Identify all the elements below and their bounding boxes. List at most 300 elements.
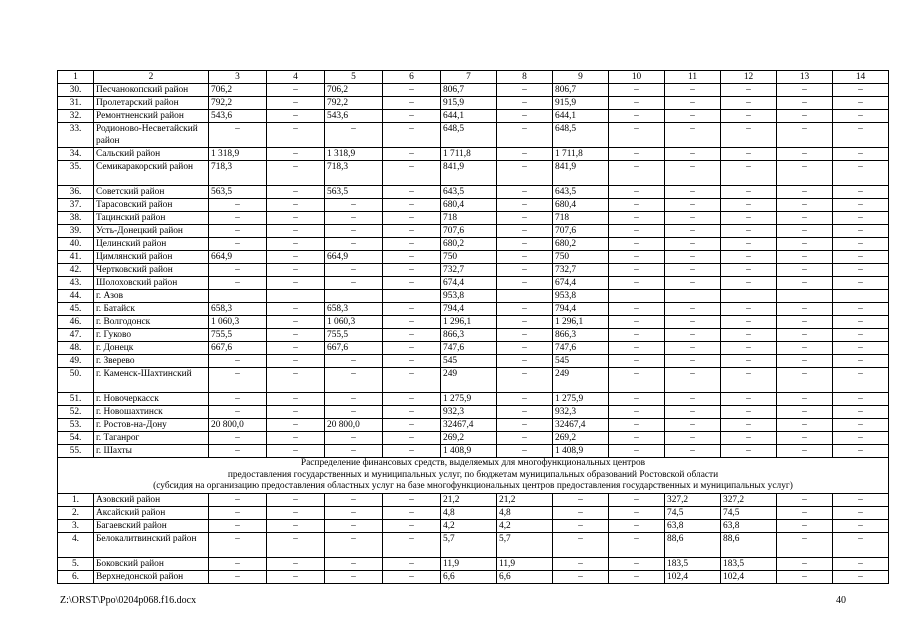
value-cell: 643,5 bbox=[553, 186, 609, 199]
value-cell: – bbox=[777, 251, 833, 264]
value-cell: 932,3 bbox=[441, 406, 497, 419]
row-number: 6. bbox=[58, 570, 94, 583]
value-cell: – bbox=[383, 532, 441, 557]
district-name: г. Зверево bbox=[94, 355, 209, 368]
footer-file-path: Z:\ORST\Ppo\0204p068.f16.docx bbox=[60, 595, 197, 606]
value-cell: – bbox=[209, 238, 267, 251]
value-cell: – bbox=[665, 445, 721, 458]
value-cell: 1 318,9 bbox=[325, 148, 383, 161]
value-cell: 543,6 bbox=[325, 110, 383, 123]
value-cell: – bbox=[383, 225, 441, 238]
value-cell: 1 275,9 bbox=[441, 393, 497, 406]
value-cell: 747,6 bbox=[441, 342, 497, 355]
value-cell: 718,3 bbox=[325, 161, 383, 186]
value-cell: – bbox=[777, 570, 833, 583]
value-cell: – bbox=[777, 264, 833, 277]
value-cell: 102,4 bbox=[665, 570, 721, 583]
value-cell: – bbox=[497, 238, 553, 251]
value-cell: – bbox=[383, 393, 441, 406]
district-name: г. Гуково bbox=[94, 329, 209, 342]
value-cell: 718 bbox=[441, 212, 497, 225]
value-cell: – bbox=[833, 570, 889, 583]
value-cell: 1 296,1 bbox=[441, 316, 497, 329]
value-cell: – bbox=[721, 368, 777, 393]
value-cell: – bbox=[777, 199, 833, 212]
value-cell: – bbox=[721, 355, 777, 368]
value-cell: – bbox=[325, 506, 383, 519]
row-number: 36. bbox=[58, 186, 94, 199]
value-cell: – bbox=[777, 110, 833, 123]
data-table bbox=[57, 70, 889, 584]
value-cell: 755,5 bbox=[325, 329, 383, 342]
value-cell: – bbox=[665, 161, 721, 186]
value-cell: – bbox=[833, 493, 889, 506]
table-row bbox=[58, 342, 889, 355]
value-cell: 249 bbox=[441, 368, 497, 393]
value-cell: – bbox=[497, 277, 553, 290]
value-cell: 88,6 bbox=[665, 532, 721, 557]
district-name: Верхнедонской район bbox=[94, 570, 209, 583]
value-cell: – bbox=[325, 123, 383, 148]
district-name: г. Новошахтинск bbox=[94, 406, 209, 419]
row-number: 33. bbox=[58, 123, 94, 148]
value-cell: – bbox=[383, 316, 441, 329]
value-cell: – bbox=[609, 199, 665, 212]
row-number: 1. bbox=[58, 493, 94, 506]
column-number-header: 13 bbox=[777, 71, 833, 84]
value-cell: – bbox=[267, 557, 325, 570]
table-row bbox=[58, 393, 889, 406]
value-cell bbox=[777, 290, 833, 303]
value-cell: – bbox=[325, 238, 383, 251]
value-cell: – bbox=[609, 84, 665, 97]
value-cell: – bbox=[721, 264, 777, 277]
value-cell: 680,2 bbox=[441, 238, 497, 251]
value-cell: – bbox=[609, 110, 665, 123]
value-cell: 866,3 bbox=[441, 329, 497, 342]
value-cell: – bbox=[665, 277, 721, 290]
value-cell: – bbox=[383, 570, 441, 583]
value-cell: – bbox=[383, 355, 441, 368]
row-number: 51. bbox=[58, 393, 94, 406]
value-cell: – bbox=[497, 84, 553, 97]
district-name: Сальский район bbox=[94, 148, 209, 161]
value-cell: 545 bbox=[441, 355, 497, 368]
value-cell: – bbox=[383, 110, 441, 123]
value-cell: – bbox=[609, 161, 665, 186]
value-cell: – bbox=[209, 406, 267, 419]
value-cell: – bbox=[665, 110, 721, 123]
district-name: г. Каменск-Шахтинский bbox=[94, 368, 209, 393]
value-cell: – bbox=[777, 84, 833, 97]
value-cell: – bbox=[665, 238, 721, 251]
value-cell: – bbox=[777, 493, 833, 506]
value-cell: – bbox=[609, 212, 665, 225]
value-cell: – bbox=[267, 277, 325, 290]
table-row bbox=[58, 199, 889, 212]
value-cell: – bbox=[721, 277, 777, 290]
value-cell: – bbox=[833, 393, 889, 406]
value-cell: 183,5 bbox=[665, 557, 721, 570]
value-cell: 667,6 bbox=[325, 342, 383, 355]
table-row bbox=[58, 148, 889, 161]
value-cell: – bbox=[267, 264, 325, 277]
value-cell: – bbox=[777, 342, 833, 355]
value-cell: – bbox=[267, 110, 325, 123]
value-cell: – bbox=[665, 225, 721, 238]
value-cell: – bbox=[721, 316, 777, 329]
value-cell: – bbox=[833, 432, 889, 445]
value-cell: 953,8 bbox=[441, 290, 497, 303]
value-cell: – bbox=[833, 532, 889, 557]
value-cell: 1 711,8 bbox=[553, 148, 609, 161]
value-cell: 21,2 bbox=[497, 493, 553, 506]
value-cell: 718,3 bbox=[209, 161, 267, 186]
value-cell: 658,3 bbox=[209, 303, 267, 316]
value-cell: – bbox=[665, 84, 721, 97]
value-cell: – bbox=[209, 506, 267, 519]
value-cell: – bbox=[383, 519, 441, 532]
value-cell: – bbox=[833, 251, 889, 264]
section-heading-line: (субсидия на организацию предоставления областных услуг на базе многофункциональных центров предоставления государственных и муниципальных услуг) bbox=[153, 481, 793, 491]
value-cell bbox=[209, 290, 267, 303]
table-row bbox=[58, 493, 889, 506]
table-row bbox=[58, 532, 889, 557]
district-name: г. Таганрог bbox=[94, 432, 209, 445]
value-cell: 792,2 bbox=[325, 97, 383, 110]
section-heading-line: предоставления государственных и муниципальных услуг, по бюджетам муниципальных образований Ростовской области bbox=[227, 469, 719, 480]
value-cell: – bbox=[553, 557, 609, 570]
value-cell: 644,1 bbox=[553, 110, 609, 123]
value-cell: – bbox=[609, 570, 665, 583]
value-cell bbox=[665, 290, 721, 303]
value-cell: – bbox=[609, 493, 665, 506]
value-cell: – bbox=[665, 342, 721, 355]
value-cell: – bbox=[833, 97, 889, 110]
value-cell: – bbox=[383, 432, 441, 445]
district-name: Чертковский район bbox=[94, 264, 209, 277]
value-cell: – bbox=[209, 519, 267, 532]
value-cell: – bbox=[777, 212, 833, 225]
value-cell: – bbox=[497, 148, 553, 161]
column-number-header: 5 bbox=[325, 71, 383, 84]
value-cell: – bbox=[553, 506, 609, 519]
value-cell: – bbox=[833, 186, 889, 199]
value-cell: – bbox=[267, 316, 325, 329]
value-cell: – bbox=[497, 406, 553, 419]
value-cell: – bbox=[721, 212, 777, 225]
value-cell: – bbox=[665, 406, 721, 419]
table-row bbox=[58, 212, 889, 225]
value-cell: – bbox=[721, 199, 777, 212]
value-cell: – bbox=[721, 97, 777, 110]
section-heading-row bbox=[58, 458, 889, 494]
value-cell: 563,5 bbox=[325, 186, 383, 199]
value-cell: – bbox=[209, 123, 267, 148]
value-cell: – bbox=[609, 506, 665, 519]
value-cell: – bbox=[609, 264, 665, 277]
table-row bbox=[58, 355, 889, 368]
district-name: Багаевский район bbox=[94, 519, 209, 532]
value-cell: – bbox=[497, 342, 553, 355]
value-cell: 563,5 bbox=[209, 186, 267, 199]
value-cell: – bbox=[209, 532, 267, 557]
value-cell: – bbox=[267, 342, 325, 355]
row-number: 42. bbox=[58, 264, 94, 277]
value-cell: 747,6 bbox=[553, 342, 609, 355]
table-row bbox=[58, 506, 889, 519]
value-cell: – bbox=[553, 519, 609, 532]
value-cell: 706,2 bbox=[209, 84, 267, 97]
value-cell: 545 bbox=[553, 355, 609, 368]
table-row bbox=[58, 290, 889, 303]
value-cell: – bbox=[833, 148, 889, 161]
value-cell: 674,4 bbox=[553, 277, 609, 290]
value-cell: – bbox=[267, 148, 325, 161]
value-cell: – bbox=[267, 199, 325, 212]
value-cell: – bbox=[325, 368, 383, 393]
value-cell: – bbox=[553, 493, 609, 506]
value-cell: – bbox=[497, 199, 553, 212]
value-cell: 327,2 bbox=[665, 493, 721, 506]
value-cell: 953,8 bbox=[553, 290, 609, 303]
value-cell: 866,3 bbox=[553, 329, 609, 342]
row-number: 48. bbox=[58, 342, 94, 355]
value-cell: – bbox=[833, 406, 889, 419]
value-cell: – bbox=[777, 186, 833, 199]
column-number-header: 14 bbox=[833, 71, 889, 84]
value-cell: – bbox=[383, 161, 441, 186]
row-number: 47. bbox=[58, 329, 94, 342]
column-number-header: 3 bbox=[209, 71, 267, 84]
value-cell: – bbox=[721, 225, 777, 238]
row-number: 30. bbox=[58, 84, 94, 97]
value-cell: – bbox=[383, 186, 441, 199]
value-cell bbox=[721, 290, 777, 303]
table-row bbox=[58, 277, 889, 290]
value-cell: – bbox=[267, 161, 325, 186]
value-cell: – bbox=[209, 225, 267, 238]
value-cell: – bbox=[721, 84, 777, 97]
district-name: Усть-Донецкий район bbox=[94, 225, 209, 238]
value-cell: 249 bbox=[553, 368, 609, 393]
value-cell: – bbox=[833, 519, 889, 532]
value-cell: – bbox=[209, 199, 267, 212]
value-cell: – bbox=[721, 445, 777, 458]
value-cell bbox=[267, 290, 325, 303]
value-cell: – bbox=[609, 97, 665, 110]
value-cell: – bbox=[267, 368, 325, 393]
value-cell: – bbox=[267, 329, 325, 342]
table-row bbox=[58, 432, 889, 445]
value-cell: – bbox=[209, 557, 267, 570]
value-cell: – bbox=[833, 277, 889, 290]
value-cell: – bbox=[209, 445, 267, 458]
value-cell: – bbox=[833, 316, 889, 329]
value-cell: 5,7 bbox=[497, 532, 553, 557]
value-cell: – bbox=[325, 532, 383, 557]
value-cell: – bbox=[497, 445, 553, 458]
value-cell: 755,5 bbox=[209, 329, 267, 342]
value-cell: – bbox=[383, 238, 441, 251]
district-name: г. Донецк bbox=[94, 342, 209, 355]
value-cell: 1 060,3 bbox=[209, 316, 267, 329]
table-row bbox=[58, 557, 889, 570]
district-name: Советский район bbox=[94, 186, 209, 199]
value-cell: – bbox=[609, 368, 665, 393]
district-name: г. Шахты bbox=[94, 445, 209, 458]
row-number: 39. bbox=[58, 225, 94, 238]
section-heading bbox=[58, 458, 889, 494]
value-cell: 32467,4 bbox=[441, 419, 497, 432]
value-cell: – bbox=[609, 342, 665, 355]
value-cell: – bbox=[609, 406, 665, 419]
value-cell: 792,2 bbox=[209, 97, 267, 110]
value-cell: – bbox=[609, 519, 665, 532]
table-row bbox=[58, 84, 889, 97]
value-cell: – bbox=[609, 419, 665, 432]
value-cell bbox=[609, 290, 665, 303]
row-number: 2. bbox=[58, 506, 94, 519]
value-cell: 718 bbox=[553, 212, 609, 225]
value-cell: 102,4 bbox=[721, 570, 777, 583]
row-number: 52. bbox=[58, 406, 94, 419]
table-row bbox=[58, 251, 889, 264]
value-cell: – bbox=[383, 368, 441, 393]
value-cell: – bbox=[267, 445, 325, 458]
value-cell: 658,3 bbox=[325, 303, 383, 316]
value-cell: – bbox=[497, 419, 553, 432]
district-name: Боковский район bbox=[94, 557, 209, 570]
value-cell: 183,5 bbox=[721, 557, 777, 570]
value-cell: – bbox=[497, 251, 553, 264]
value-cell: – bbox=[383, 277, 441, 290]
table-row bbox=[58, 225, 889, 238]
value-cell: 6,6 bbox=[497, 570, 553, 583]
value-cell: – bbox=[609, 532, 665, 557]
value-cell: – bbox=[383, 493, 441, 506]
value-cell: 667,6 bbox=[209, 342, 267, 355]
column-number-header: 10 bbox=[609, 71, 665, 84]
value-cell: – bbox=[497, 161, 553, 186]
value-cell: – bbox=[665, 97, 721, 110]
row-number: 45. bbox=[58, 303, 94, 316]
value-cell: 794,4 bbox=[441, 303, 497, 316]
value-cell: 32467,4 bbox=[553, 419, 609, 432]
value-cell: – bbox=[497, 225, 553, 238]
section-heading-line: Распределение финансовых средств, выделяемых для многофункциональных центров bbox=[300, 458, 646, 468]
value-cell: – bbox=[833, 123, 889, 148]
value-cell: – bbox=[777, 406, 833, 419]
value-cell: – bbox=[833, 264, 889, 277]
value-cell: – bbox=[497, 303, 553, 316]
value-cell: – bbox=[721, 432, 777, 445]
value-cell: – bbox=[777, 419, 833, 432]
value-cell: – bbox=[209, 212, 267, 225]
value-cell: 915,9 bbox=[553, 97, 609, 110]
row-number: 46. bbox=[58, 316, 94, 329]
value-cell: – bbox=[665, 199, 721, 212]
value-cell: – bbox=[833, 329, 889, 342]
row-number: 49. bbox=[58, 355, 94, 368]
value-cell: – bbox=[267, 212, 325, 225]
value-cell: – bbox=[777, 432, 833, 445]
value-cell: – bbox=[383, 419, 441, 432]
value-cell: 88,6 bbox=[721, 532, 777, 557]
value-cell: – bbox=[665, 123, 721, 148]
value-cell: – bbox=[833, 110, 889, 123]
row-number: 4. bbox=[58, 532, 94, 557]
value-cell: 674,4 bbox=[441, 277, 497, 290]
value-cell: 6,6 bbox=[441, 570, 497, 583]
value-cell: – bbox=[833, 342, 889, 355]
row-number: 43. bbox=[58, 277, 94, 290]
table-row bbox=[58, 419, 889, 432]
value-cell: – bbox=[721, 406, 777, 419]
value-cell: – bbox=[777, 557, 833, 570]
district-name: Целинский район bbox=[94, 238, 209, 251]
row-number: 54. bbox=[58, 432, 94, 445]
row-number: 44. bbox=[58, 290, 94, 303]
value-cell: – bbox=[777, 355, 833, 368]
column-number-header: 12 bbox=[721, 71, 777, 84]
value-cell: – bbox=[609, 148, 665, 161]
value-cell: – bbox=[267, 419, 325, 432]
table-row bbox=[58, 238, 889, 251]
value-cell: 74,5 bbox=[721, 506, 777, 519]
value-cell: – bbox=[777, 123, 833, 148]
value-cell: – bbox=[325, 445, 383, 458]
value-cell: – bbox=[833, 368, 889, 393]
value-cell: – bbox=[497, 393, 553, 406]
table-row bbox=[58, 519, 889, 532]
value-cell: – bbox=[609, 303, 665, 316]
column-number-header: 11 bbox=[665, 71, 721, 84]
value-cell: – bbox=[665, 148, 721, 161]
value-cell: – bbox=[497, 97, 553, 110]
district-name: Цимлянский район bbox=[94, 251, 209, 264]
value-cell: – bbox=[665, 186, 721, 199]
value-cell: – bbox=[383, 329, 441, 342]
value-cell: – bbox=[267, 186, 325, 199]
value-cell: – bbox=[777, 368, 833, 393]
row-number: 38. bbox=[58, 212, 94, 225]
value-cell: – bbox=[383, 148, 441, 161]
value-cell: 706,2 bbox=[325, 84, 383, 97]
value-cell: – bbox=[833, 84, 889, 97]
value-cell: – bbox=[609, 251, 665, 264]
value-cell: 327,2 bbox=[721, 493, 777, 506]
district-name: Песчанокопский район bbox=[94, 84, 209, 97]
table-row bbox=[58, 303, 889, 316]
column-number-header: 9 bbox=[553, 71, 609, 84]
column-number-header: 2 bbox=[94, 71, 209, 84]
value-cell: – bbox=[267, 84, 325, 97]
value-cell: – bbox=[721, 148, 777, 161]
table-row bbox=[58, 570, 889, 583]
value-cell: – bbox=[721, 303, 777, 316]
value-cell: – bbox=[833, 355, 889, 368]
row-number: 31. bbox=[58, 97, 94, 110]
value-cell: 680,4 bbox=[553, 199, 609, 212]
value-cell: – bbox=[777, 445, 833, 458]
district-name: г. Азов bbox=[94, 290, 209, 303]
value-cell: – bbox=[383, 303, 441, 316]
value-cell: – bbox=[325, 199, 383, 212]
value-cell: 841,9 bbox=[553, 161, 609, 186]
table-row bbox=[58, 161, 889, 186]
value-cell: – bbox=[267, 532, 325, 557]
